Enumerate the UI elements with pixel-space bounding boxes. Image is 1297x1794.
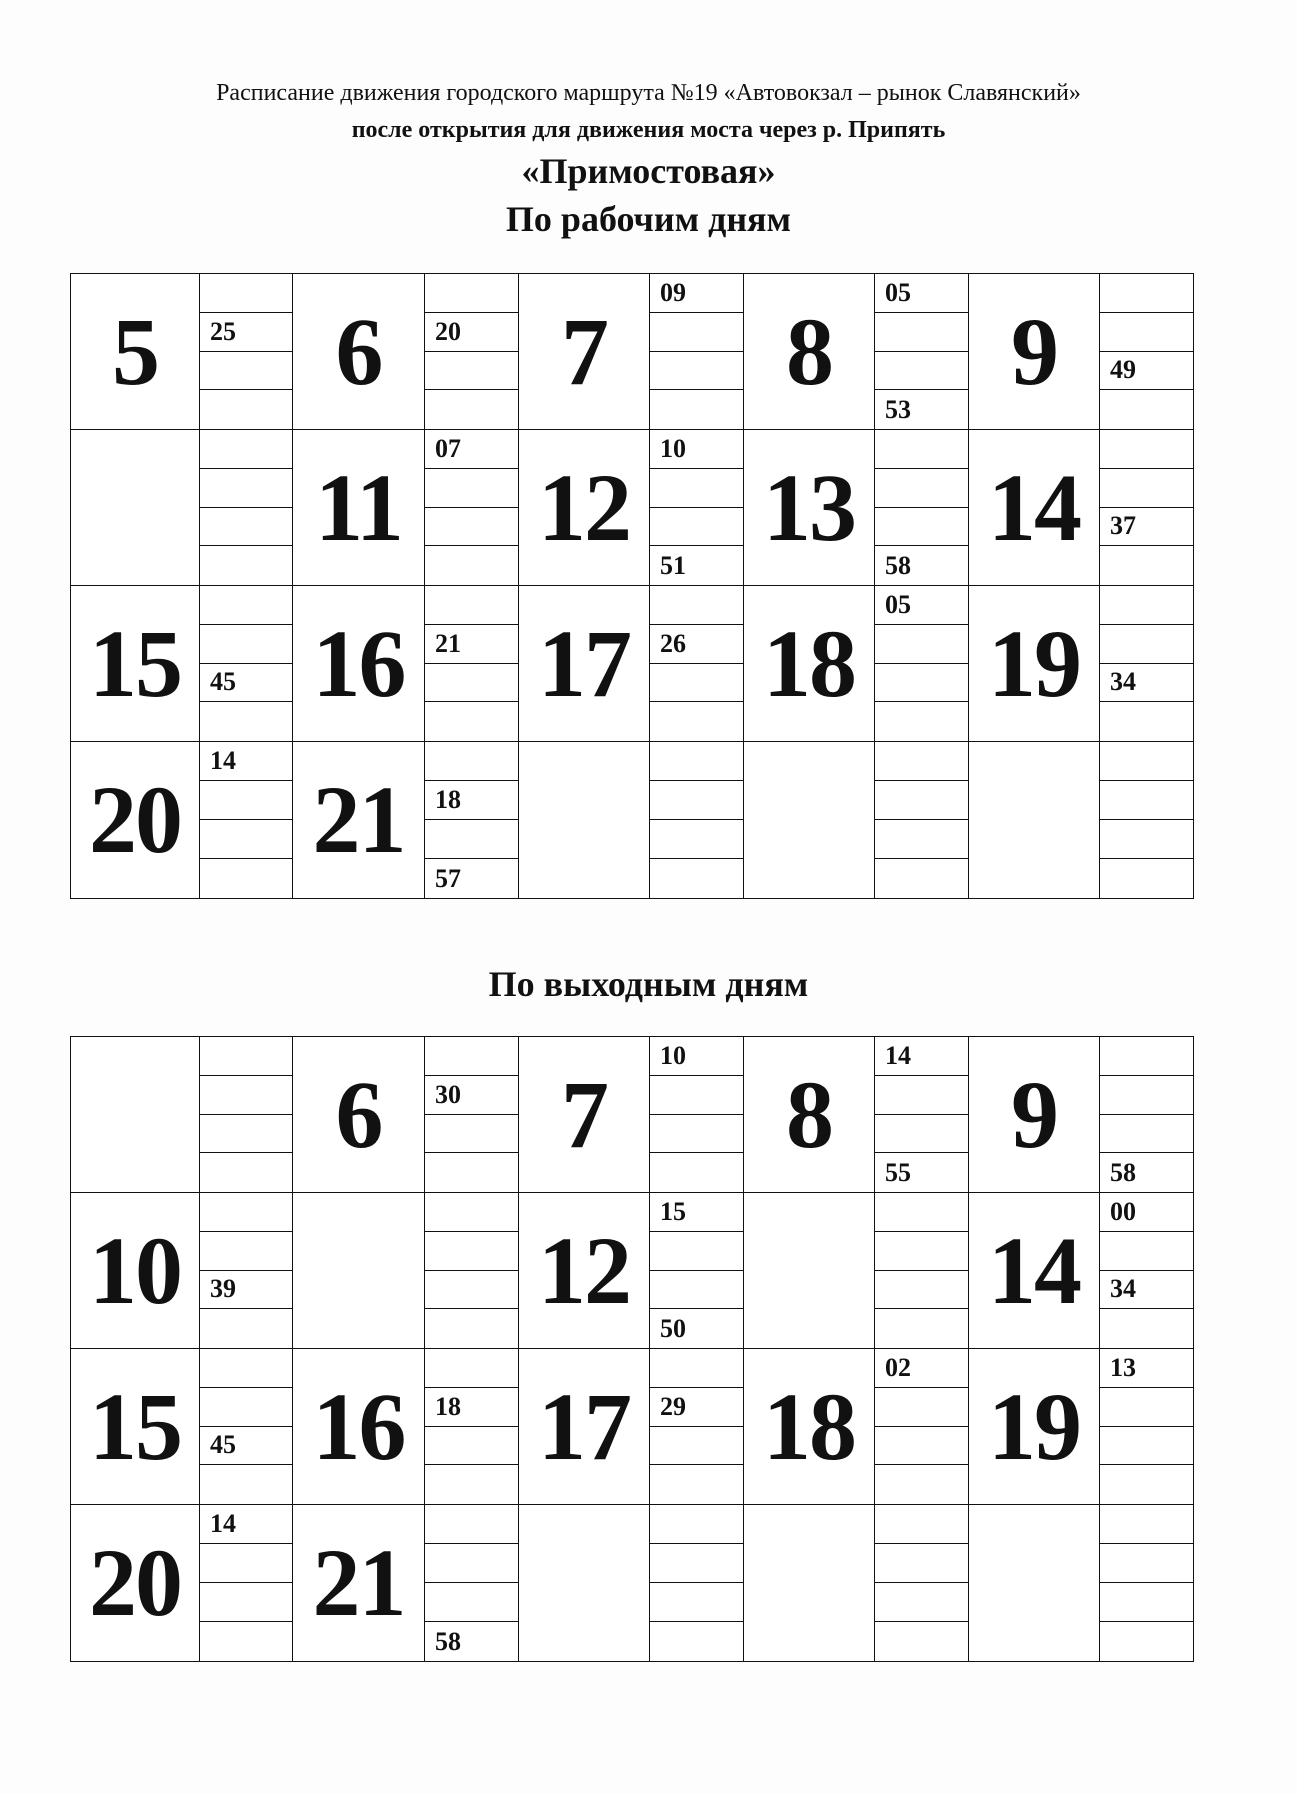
minute-slot xyxy=(425,546,518,585)
minute-slot xyxy=(875,469,968,508)
minute-slot: 00 xyxy=(1100,1193,1193,1232)
minutes-column xyxy=(875,1349,969,1505)
weekend-heading: По выходным дням xyxy=(488,964,809,1004)
minute-slot: 02 xyxy=(875,1349,968,1388)
minute-slot xyxy=(650,820,743,859)
minute-slot xyxy=(425,1583,518,1622)
hour-cell: 19 xyxy=(969,586,1100,742)
minute-slot xyxy=(875,508,968,547)
minute-slot xyxy=(425,1271,518,1310)
minute-slot xyxy=(425,1115,518,1154)
minute-slot xyxy=(1100,1388,1193,1427)
minutes-column xyxy=(425,1349,519,1505)
minute-slot: 34 xyxy=(1100,1271,1193,1310)
minute-slot xyxy=(875,1505,968,1544)
minute-slot xyxy=(1100,546,1193,585)
minute-slot xyxy=(650,1349,743,1388)
minute-slot xyxy=(1100,781,1193,820)
minute-slot: 13 xyxy=(1100,1349,1193,1388)
minute-slot: 58 xyxy=(435,1626,461,1656)
route-subtitle: после открытия для движения моста через р. Припять xyxy=(351,117,946,143)
minute-slot xyxy=(650,1232,743,1271)
minutes-column xyxy=(425,1193,519,1349)
minute-slot xyxy=(200,1583,292,1622)
minute-slot xyxy=(650,1153,743,1192)
minute-slot: 37 xyxy=(1100,508,1193,547)
minute-slot xyxy=(1100,1583,1193,1622)
minute-slot xyxy=(650,586,743,625)
minute-slot: 10 xyxy=(650,430,743,469)
hour-cell: 6 xyxy=(293,1037,425,1193)
hour-cell xyxy=(293,1193,425,1349)
minute-slot xyxy=(875,1388,968,1427)
minute-slot xyxy=(200,1193,292,1232)
minute-slot xyxy=(650,859,743,898)
minutes-column xyxy=(875,274,969,430)
hour-cell: 6 xyxy=(293,274,425,430)
minute-slot xyxy=(200,1076,292,1115)
minutes-column xyxy=(875,1505,969,1661)
minute-slot xyxy=(1100,1115,1193,1154)
minutes-column xyxy=(425,586,519,742)
minute-slot xyxy=(200,820,292,859)
hour-cell: 18 xyxy=(744,586,875,742)
minutes-column xyxy=(1100,1505,1193,1661)
minute-slot: 14 xyxy=(200,1505,292,1544)
minute-slot xyxy=(875,742,968,781)
minute-slot xyxy=(425,702,518,741)
minute-slot xyxy=(1100,1622,1193,1661)
minute-slot xyxy=(1100,1427,1193,1466)
minute-slot xyxy=(1100,742,1193,781)
hour-cell: 15 xyxy=(71,1349,200,1505)
hour-cell xyxy=(969,742,1100,898)
minute-slot xyxy=(425,1544,518,1583)
minutes-column xyxy=(650,274,744,430)
minutes-column xyxy=(1100,586,1193,742)
weekend-timetable xyxy=(70,1036,1194,1662)
minute-slot: 58 xyxy=(885,550,911,580)
minute-slot xyxy=(650,664,743,703)
hour-cell xyxy=(744,1505,875,1661)
minutes-column xyxy=(875,586,969,742)
minutes-column xyxy=(425,1505,519,1661)
minute-slot: 45 xyxy=(200,664,292,703)
minute-slot xyxy=(425,1037,518,1076)
hour-cell xyxy=(71,430,200,586)
minutes-column xyxy=(425,1037,519,1193)
minute-slot xyxy=(425,1193,518,1232)
hour-cell: 10 xyxy=(71,1193,200,1349)
stop-name: «Примостовая» xyxy=(521,151,776,191)
minute-slot xyxy=(200,1232,292,1271)
minute-slot: 10 xyxy=(650,1037,743,1076)
minute-slot xyxy=(425,390,518,429)
minutes-column xyxy=(650,586,744,742)
minutes-column xyxy=(200,1505,293,1661)
hour-cell: 17 xyxy=(519,1349,650,1505)
minute-slot: 07 xyxy=(425,430,518,469)
minute-slot xyxy=(875,352,968,391)
minutes-column xyxy=(875,430,969,586)
minutes-column xyxy=(1100,430,1193,586)
minutes-column xyxy=(875,742,969,898)
weekday-heading: По рабочим дням xyxy=(505,199,792,239)
minute-slot: 53 xyxy=(885,394,911,424)
minute-slot xyxy=(1100,625,1193,664)
hour-cell xyxy=(71,1037,200,1193)
minute-slot: 15 xyxy=(650,1193,743,1232)
hour-cell xyxy=(969,1505,1100,1661)
minute-slot xyxy=(650,508,743,547)
hour-cell: 9 xyxy=(969,1037,1100,1193)
minute-slot xyxy=(425,742,518,781)
minute-slot xyxy=(875,820,968,859)
minute-slot xyxy=(875,313,968,352)
minute-slot xyxy=(1100,586,1193,625)
minute-slot xyxy=(425,586,518,625)
hour-cell: 12 xyxy=(519,430,650,586)
minute-slot xyxy=(425,1349,518,1388)
minute-slot xyxy=(1100,1544,1193,1583)
minutes-column xyxy=(1100,1349,1193,1505)
minutes-column xyxy=(1100,1193,1193,1349)
hour-cell xyxy=(519,742,650,898)
minutes-column xyxy=(1100,1037,1193,1193)
minute-slot: 20 xyxy=(425,313,518,352)
minute-slot xyxy=(875,1193,968,1232)
minute-slot xyxy=(1100,859,1193,898)
minute-slot xyxy=(650,313,743,352)
hour-cell: 8 xyxy=(744,1037,875,1193)
minute-slot: 05 xyxy=(875,586,968,625)
minute-slot xyxy=(200,859,292,898)
minute-slot xyxy=(425,664,518,703)
weekday-timetable xyxy=(70,273,1194,899)
minute-slot xyxy=(875,1622,968,1661)
minute-slot xyxy=(200,1309,292,1348)
minute-slot xyxy=(650,390,743,429)
minute-slot xyxy=(1100,469,1193,508)
minute-slot xyxy=(1100,390,1193,429)
minutes-column xyxy=(1100,274,1193,430)
hour-cell: 18 xyxy=(744,1349,875,1505)
minutes-column xyxy=(200,1037,293,1193)
minute-slot xyxy=(200,1115,292,1154)
hour-cell: 21 xyxy=(293,742,425,898)
minute-slot xyxy=(425,1232,518,1271)
minutes-column xyxy=(875,1193,969,1349)
minute-slot xyxy=(875,781,968,820)
minutes-column xyxy=(200,586,293,742)
hour-cell: 14 xyxy=(969,430,1100,586)
hour-cell: 20 xyxy=(71,1505,200,1661)
minutes-column xyxy=(425,430,519,586)
hour-cell xyxy=(744,1193,875,1349)
minute-slot xyxy=(200,352,292,391)
minute-slot: 49 xyxy=(1100,352,1193,391)
minute-slot xyxy=(875,664,968,703)
hour-cell: 8 xyxy=(744,274,875,430)
minute-slot xyxy=(425,1309,518,1348)
minutes-column xyxy=(650,1505,744,1661)
minutes-column xyxy=(200,274,293,430)
minute-slot: 57 xyxy=(435,863,461,893)
minutes-column xyxy=(875,1037,969,1193)
minute-slot xyxy=(875,1583,968,1622)
hour-cell: 15 xyxy=(71,586,200,742)
minute-slot xyxy=(1100,1232,1193,1271)
minute-slot xyxy=(650,1544,743,1583)
minute-slot xyxy=(875,1309,968,1348)
minute-slot: 51 xyxy=(660,550,686,580)
minute-slot xyxy=(200,781,292,820)
minutes-column xyxy=(425,274,519,430)
minute-slot xyxy=(425,820,518,859)
minute-slot xyxy=(650,1271,743,1310)
minute-slot: 58 xyxy=(1110,1157,1136,1187)
minute-slot xyxy=(875,1465,968,1504)
hour-cell: 13 xyxy=(744,430,875,586)
hour-cell: 12 xyxy=(519,1193,650,1349)
minute-slot xyxy=(875,1271,968,1310)
minute-slot xyxy=(875,625,968,664)
minutes-column xyxy=(200,430,293,586)
hour-cell: 16 xyxy=(293,1349,425,1505)
minute-slot xyxy=(1100,274,1193,313)
minute-slot xyxy=(425,1465,518,1504)
minute-slot xyxy=(875,1427,968,1466)
minute-slot: 34 xyxy=(1100,664,1193,703)
minute-slot: 18 xyxy=(425,1388,518,1427)
minute-slot xyxy=(650,352,743,391)
hour-cell xyxy=(519,1505,650,1661)
minute-slot xyxy=(200,508,292,547)
hour-cell xyxy=(744,742,875,898)
minute-slot xyxy=(425,1427,518,1466)
minute-slot: 14 xyxy=(875,1037,968,1076)
minutes-column xyxy=(425,742,519,898)
minute-slot xyxy=(875,1232,968,1271)
minute-slot: 26 xyxy=(650,625,743,664)
minute-slot xyxy=(650,469,743,508)
minute-slot xyxy=(425,1153,518,1192)
minute-slot xyxy=(200,702,292,741)
minute-slot xyxy=(200,1622,292,1661)
minute-slot: 21 xyxy=(425,625,518,664)
minute-slot xyxy=(1100,1037,1193,1076)
minutes-column xyxy=(1100,742,1193,898)
hour-cell: 9 xyxy=(969,274,1100,430)
minute-slot xyxy=(875,1115,968,1154)
minute-slot xyxy=(1100,820,1193,859)
hour-cell: 7 xyxy=(519,274,650,430)
minute-slot: 50 xyxy=(660,1313,686,1343)
minute-slot xyxy=(650,1115,743,1154)
minute-slot: 29 xyxy=(650,1388,743,1427)
minute-slot xyxy=(650,1427,743,1466)
minute-slot xyxy=(200,1037,292,1076)
hour-cell: 7 xyxy=(519,1037,650,1193)
hour-cell: 20 xyxy=(71,742,200,898)
minute-slot xyxy=(200,1465,292,1504)
minute-slot xyxy=(875,702,968,741)
minute-slot xyxy=(200,1153,292,1192)
minute-slot xyxy=(875,1076,968,1115)
minute-slot xyxy=(425,469,518,508)
minute-slot xyxy=(425,1505,518,1544)
minute-slot xyxy=(1100,1505,1193,1544)
minute-slot xyxy=(200,274,292,313)
minute-slot xyxy=(425,274,518,313)
minute-slot xyxy=(650,781,743,820)
minute-slot: 14 xyxy=(200,742,292,781)
minutes-column xyxy=(200,1349,293,1505)
minute-slot xyxy=(425,508,518,547)
minute-slot xyxy=(1100,430,1193,469)
minute-slot xyxy=(200,625,292,664)
minute-slot xyxy=(650,1076,743,1115)
minute-slot: 30 xyxy=(425,1076,518,1115)
minute-slot xyxy=(1100,313,1193,352)
minute-slot xyxy=(425,352,518,391)
minute-slot xyxy=(200,1349,292,1388)
minute-slot xyxy=(200,546,292,585)
minute-slot xyxy=(650,742,743,781)
hour-cell: 11 xyxy=(293,430,425,586)
hour-cell: 19 xyxy=(969,1349,1100,1505)
minute-slot: 45 xyxy=(200,1427,292,1466)
minute-slot xyxy=(200,430,292,469)
minute-slot xyxy=(875,430,968,469)
minute-slot xyxy=(650,1465,743,1504)
minutes-column xyxy=(200,742,293,898)
minute-slot xyxy=(1100,702,1193,741)
minute-slot: 18 xyxy=(425,781,518,820)
hour-cell: 17 xyxy=(519,586,650,742)
minute-slot: 55 xyxy=(885,1157,911,1187)
minute-slot xyxy=(1100,1309,1193,1348)
minute-slot: 09 xyxy=(650,274,743,313)
minute-slot: 05 xyxy=(875,274,968,313)
hour-cell: 21 xyxy=(293,1505,425,1661)
minute-slot xyxy=(650,1622,743,1661)
minute-slot xyxy=(200,586,292,625)
minute-slot xyxy=(875,859,968,898)
minutes-column xyxy=(650,1349,744,1505)
minutes-column xyxy=(650,1193,744,1349)
route-title: Расписание движения городского маршрута №19 «Автовокзал – рынок Славянский» xyxy=(216,80,1081,106)
minute-slot xyxy=(650,702,743,741)
minute-slot: 39 xyxy=(200,1271,292,1310)
minute-slot xyxy=(1100,1465,1193,1504)
minute-slot xyxy=(200,390,292,429)
minute-slot xyxy=(200,1388,292,1427)
minutes-column xyxy=(650,430,744,586)
hour-cell: 16 xyxy=(293,586,425,742)
minute-slot xyxy=(650,1505,743,1544)
minutes-column xyxy=(650,1037,744,1193)
minute-slot xyxy=(200,469,292,508)
minute-slot xyxy=(200,1544,292,1583)
hour-cell: 5 xyxy=(71,274,200,430)
minute-slot: 25 xyxy=(200,313,292,352)
minute-slot xyxy=(1100,1076,1193,1115)
minutes-column xyxy=(200,1193,293,1349)
minute-slot xyxy=(875,1544,968,1583)
minute-slot xyxy=(650,1583,743,1622)
hour-cell: 14 xyxy=(969,1193,1100,1349)
minutes-column xyxy=(650,742,744,898)
